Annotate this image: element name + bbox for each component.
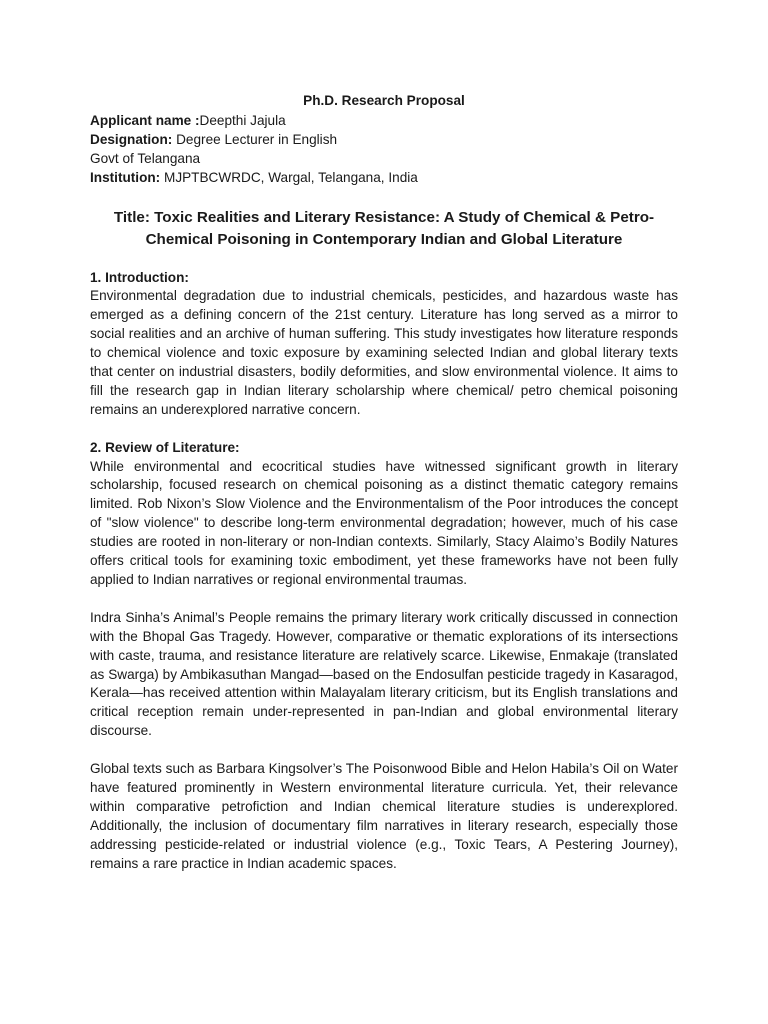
review-paragraph-1: While environmental and ecocritical studies have witnessed significant growth in literary scholarship, focused research on chemical poisoning as a distinct thematic category remains limited. Rob Nixon’s Slow Violence and the Environmentalism of the Poor introduces the concept of "slow violence" to describe long-term environmental degradation; however, much of his case studies are rooted in non-literary or non-Indian contexts. Similarly, Stacy Alaimo’s Bodily Natures offers critical tools for examining toxic embodiment, yet these frameworks have not been fully applied to Indian narratives or regional environmental traumas. xyxy=(90,458,678,588)
institution-line xyxy=(90,169,678,188)
designation-value: Degree Lecturer in English xyxy=(172,131,338,147)
spacer xyxy=(90,252,678,269)
applicant-label: Applicant name : xyxy=(90,112,200,128)
proposal-title xyxy=(90,207,678,252)
review-heading: 2. Review of Literature: xyxy=(90,439,240,455)
document-page xyxy=(90,92,678,873)
designation-label: Designation: xyxy=(90,131,173,147)
govt-line: Govt of Telangana xyxy=(90,150,201,166)
introduction-heading: 1. Introduction: xyxy=(90,269,189,285)
review-paragraph-2: Indra Sinha’s Animal’s People remains the primary literary work critically discussed in connection with the Bhopal Gas Tragedy. However, comparative or thematic explorations of its intersections with caste, trauma, and resistance literature are relatively scarce. Likewise, Enmakaje (translated as Swarga) by Ambikasuthan Mangad—based on the Endosulfan pesticide tragedy in Kasaragod, Kerala—has received attention within Malayalam literary criticism, but its English translations and critical reception remain under-represented in pan-Indian and global environmental literary discourse. xyxy=(90,609,678,739)
proposal-title-line-2: Chemical Poisoning in Contemporary Indian and Global Literature xyxy=(145,231,623,249)
spacer xyxy=(90,590,678,609)
spacer xyxy=(90,420,678,439)
applicant-value: Deepthi Jajula xyxy=(199,112,286,128)
document-heading: Ph.D. Research Proposal xyxy=(303,93,465,108)
institution-label: Institution: xyxy=(90,169,161,185)
proposal-title-line-1: Title: Toxic Realities and Literary Resistance: A Study of Chemical & Petro- xyxy=(113,208,655,226)
institution-value: MJPTBCWRDC, Wargal, Telangana, India xyxy=(160,169,418,185)
introduction-paragraph: Environmental degradation due to industrial chemicals, pesticides, and hazardous waste has emerged as a defining concern of the 21st century. Literature has long served as a mirror to social realities and an archive of human suffering. This study investigates how literature responds to chemical violence and toxic exposure by examining selected Indian and global literary texts that center on industrial disasters, bodily deformities, and slow environmental violence. It aims to fill the research gap in Indian literary scholarship where chemical/ petro chemical poisoning remains an underexplored narrative concern. xyxy=(90,288,678,417)
spacer xyxy=(90,741,678,760)
designation-line xyxy=(90,131,678,150)
review-paragraph-3: Global texts such as Barbara Kingsolver’s The Poisonwood Bible and Helon Habila’s Oil on Water have featured prominently in Western environmental literature curricula. Yet, their relevance within comparative petrofiction and Indian chemical literature studies is underexplored. Additionally, the inclusion of documentary film narratives in literary research, especially those addressing pesticide-related or industrial violence (e.g., Toxic Tears, A Pestering Journey), remains a rare practice in Indian academic spaces. xyxy=(90,761,678,871)
applicant-line xyxy=(90,112,678,131)
